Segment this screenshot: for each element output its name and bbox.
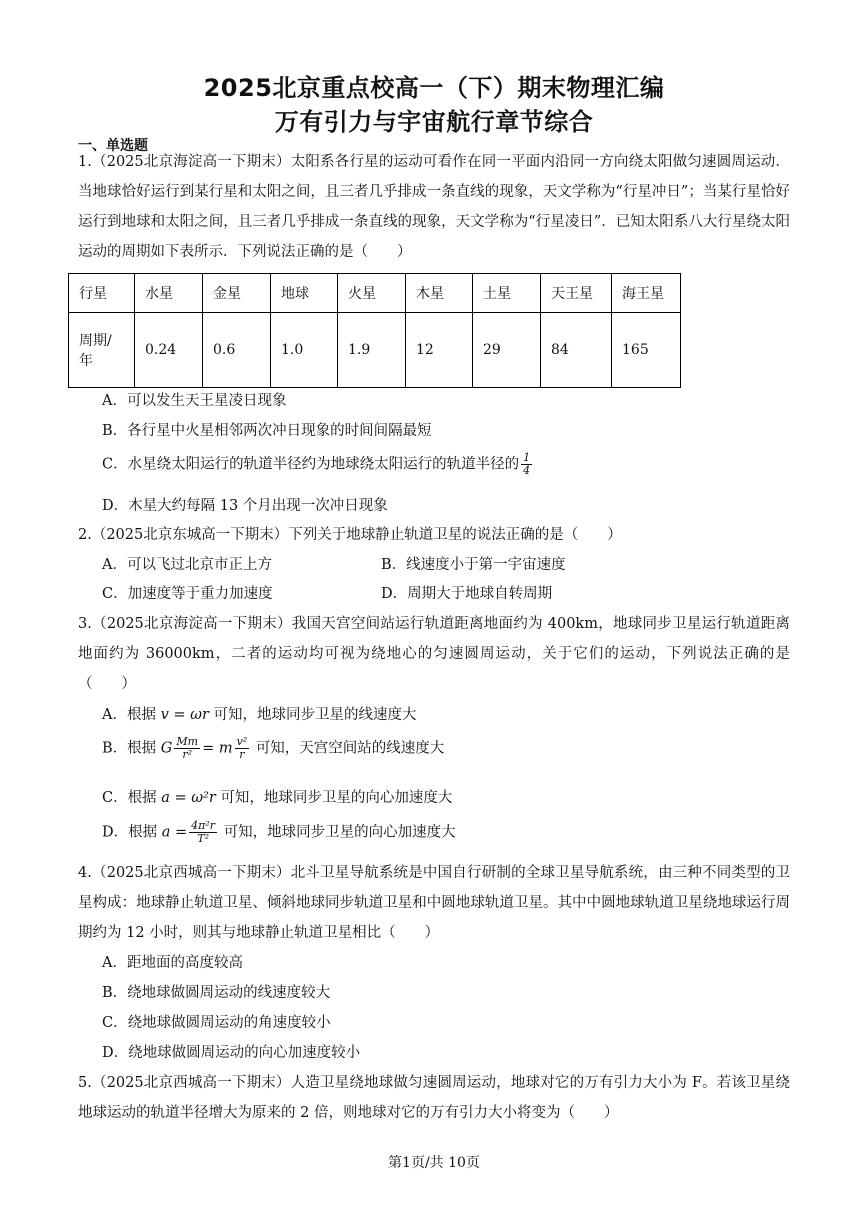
table-cell: 水星 [135, 274, 203, 313]
q2-option-a: A．可以飞过北京市正上方 [102, 557, 272, 573]
option-text: 可知，天宫空间站的线速度大 [255, 740, 445, 757]
fraction-denominator: 4 [523, 464, 531, 477]
option-text: 可知，地球同步卫星的线速度大 [213, 707, 417, 723]
q3-option-c [102, 786, 452, 807]
q4-option-b: B．绕地球做圆周运动的线速度较大 [102, 985, 331, 1001]
table-cell: 火星 [338, 274, 406, 313]
question-1-stem: 1.（2025北京海淀高一下期末）太阳系各行星的运动可看作在同一平面内沿同一方向绕太阳做匀速圆周运动．当地球恰好运行到某行星和太阳之间，且三者几乎排成一条直线的现象，天文学称为“行星冲日”；当某行星恰好运行到地球和太阳之间，且三者几乎排成一条直线的现象，天文学称为“行星凌日”．已知太阳系八大行星绕太阳运动的周期如下表所示．下列说法正确的是（ ） [78, 154, 790, 260]
table-cell: 29 [473, 313, 541, 388]
option-label: C．根据 [102, 790, 157, 806]
q2-option-d: D．周期大于地球自转周期 [381, 586, 553, 602]
option-text: 可知，地球同步卫星的向心加速度大 [220, 790, 453, 806]
q2-option-b: B．线速度小于第一宇宙速度 [381, 557, 566, 573]
page-footer: 第1页/共 10页 [388, 1155, 480, 1171]
formula: a = $\frac{\text{4π²r}}{\text{T²}}$ [161, 819, 216, 845]
page-subtitle: 万有引力与宇宙航行章节综合 [274, 108, 594, 136]
fraction-numerator: 1 [523, 451, 531, 464]
q2-option-c: C．加速度等于重力加速度 [102, 586, 273, 602]
q3-option-d [102, 820, 456, 845]
formula: v = ωr [160, 707, 209, 723]
question-3-stem: 3.（2025北京海淀高一下期末）我国天宫空间站运行轨道距离地面约为 400km，地球同步卫星运行轨道距离地面约为 36000km，二者的运动均可视为绕地心的匀速圆周运动，关于它们的运动，下列说法正确的是（ ） [78, 616, 790, 692]
table-cell: 1.0 [271, 313, 338, 388]
q1-option-b: B．各行星中火星相邻两次冲日现象的时间间隔最短 [102, 423, 432, 439]
table-cell: 金星 [203, 274, 271, 313]
table-cell: 12 [406, 313, 473, 388]
table-cell: 84 [541, 313, 612, 388]
table-cell: 0.6 [203, 313, 271, 388]
q1-option-c-text: C．水星绕太阳运行的轨道半径约为地球绕太阳运行的轨道半径的 [102, 456, 520, 473]
q1-option-a: A．可以发生天王星凌日现象 [102, 393, 287, 409]
q4-option-c: C．绕地球做圆周运动的角速度较小 [102, 1015, 331, 1031]
question-4-stem: 4.（2025北京西城高一下期末）北斗卫星导航系统是中国自行研制的全球卫星导航系统，由三种不同类型的卫星构成：地球静止轨道卫星、倾斜地球同步轨道卫星和中圆地球轨道卫星。其中中圆地球轨道卫星绕地球运行周期约为 12 小时，则其与地球静止轨道卫星相比（ ） [78, 865, 790, 941]
section-heading: 一、单选题 [78, 138, 148, 154]
option-label: B．根据 [102, 740, 157, 757]
table-cell: 1.9 [338, 313, 406, 388]
option-text: 可知，地球同步卫星的向心加速度大 [223, 824, 456, 841]
table-row [69, 313, 681, 388]
fraction [521, 452, 532, 477]
table-cell: 土星 [473, 274, 541, 313]
question-5-stem: 5.（2025北京西城高一下期末）人造卫星绕地球做匀速圆周运动，地球对它的万有引力大小为 F。若该卫星绕地球运动的轨道半径增大为原来的 2 倍，则地球对它的万有引力大小将变为（ ） [78, 1075, 790, 1121]
q4-option-a: A．距地面的高度较高 [102, 955, 243, 971]
table-header-row [69, 274, 681, 313]
option-label: D．根据 [102, 824, 158, 841]
table-cell: 行星 [69, 274, 135, 313]
formula: a = ω²r [161, 790, 216, 806]
q3-option-b [102, 736, 444, 761]
table-cell: 地球 [271, 274, 338, 313]
option-label: A．根据 [102, 707, 156, 723]
table-cell: 海王星 [612, 274, 681, 313]
q1-option-d: D．木星大约每隔 13 个月出现一次冲日现象 [102, 498, 388, 514]
planet-period-table [68, 273, 681, 388]
table-cell: 木星 [406, 274, 473, 313]
table-cell: 165 [612, 313, 681, 388]
q4-option-d: D．绕地球做圆周运动的向心加速度较小 [102, 1045, 361, 1061]
q1-option-c [102, 452, 534, 477]
q3-option-a [102, 703, 417, 724]
table-cell: 0.24 [135, 313, 203, 388]
formula: G $\frac{Mm}{\text{r²}}$ = m $\frac{\text{v²}}{r}$ [160, 735, 248, 761]
question-2-stem: 2.（2025北京东城高一下期末）下列关于地球静止轨道卫星的说法正确的是（ ） [78, 527, 622, 543]
table-cell: 天王星 [541, 274, 612, 313]
table-row-label: 周期/年 [69, 313, 135, 388]
page-title: 2025北京重点校高一（下）期末物理汇编 [203, 74, 665, 102]
